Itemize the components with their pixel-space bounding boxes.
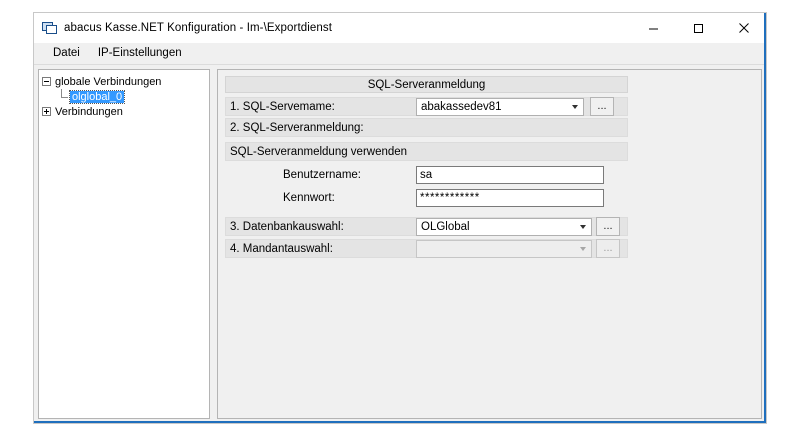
label-sql-servername: 1. SQL-Servemame:: [230, 101, 335, 113]
tree-node-verbindungen[interactable]: [42, 104, 207, 119]
settings-form: [217, 69, 762, 419]
combo-mandantauswahl[interactable]: [416, 240, 592, 258]
label-benutzername: Benutzername:: [283, 169, 361, 181]
tree-node-label: olglobal_0: [72, 90, 123, 103]
maximize-icon[interactable]: [676, 13, 721, 43]
window-controls: [631, 13, 766, 43]
browse-mandant-button: ...: [596, 239, 620, 258]
collapse-minus-icon[interactable]: [42, 77, 51, 86]
window-body: [34, 65, 766, 423]
label-mandantauswahl: 4. Mandantauswahl:: [230, 243, 333, 255]
menu-item-datei[interactable]: Datei: [53, 47, 80, 59]
application-window: [33, 12, 767, 424]
input-kennwort[interactable]: ************: [416, 189, 604, 207]
browse-servername-button[interactable]: ...: [590, 97, 614, 116]
chevron-down-icon[interactable]: [567, 99, 583, 115]
input-benutzername[interactable]: sa: [416, 166, 604, 184]
combo-servername-value: abakassedev81: [421, 101, 502, 113]
window-edge-highlight-right: [764, 13, 766, 423]
title-bar: [34, 13, 766, 43]
close-icon[interactable]: [721, 13, 766, 43]
tree-node-label: globale Verbindungen: [55, 75, 162, 88]
label-kennwort: Kennwort:: [283, 192, 335, 204]
label-sql-serveranmeldung: 2. SQL-Serveranmeldung:: [230, 122, 364, 134]
label-datenbankauswahl: 3. Datenbankauswahl:: [230, 221, 344, 233]
expand-plus-icon[interactable]: [42, 107, 51, 116]
menu-item-ip-einstellungen[interactable]: IP-Einstellungen: [97, 47, 182, 59]
browse-database-button[interactable]: ...: [596, 217, 620, 236]
combo-datenbankauswahl[interactable]: [416, 218, 592, 236]
tree-node-globale-verbindungen[interactable]: [42, 74, 207, 89]
tree-node-label: Verbindungen: [55, 105, 123, 118]
app-window-icon: [42, 21, 58, 35]
tree-elbow-icon: [56, 89, 70, 104]
minimize-icon[interactable]: [631, 13, 676, 43]
chevron-down-icon[interactable]: [575, 241, 591, 257]
label-use-sql-login: SQL-Serveranmeldung verwenden: [230, 146, 408, 158]
window-title: abacus Kasse.NET Konfiguration - Im-\Exportdienst: [64, 22, 333, 34]
menu-bar: [34, 43, 766, 65]
window-edge-highlight-bottom: [34, 421, 766, 423]
combo-datenbankauswahl-value: OLGlobal: [421, 221, 470, 233]
tree-node-olglobal-0[interactable]: [42, 89, 207, 104]
connections-tree[interactable]: [38, 69, 210, 419]
group-header-sql-serveranmeldung: SQL-Serveranmeldung: [225, 76, 628, 93]
chevron-down-icon[interactable]: [575, 219, 591, 235]
splitter-handle[interactable]: [210, 69, 217, 419]
combo-servername[interactable]: [416, 98, 584, 116]
